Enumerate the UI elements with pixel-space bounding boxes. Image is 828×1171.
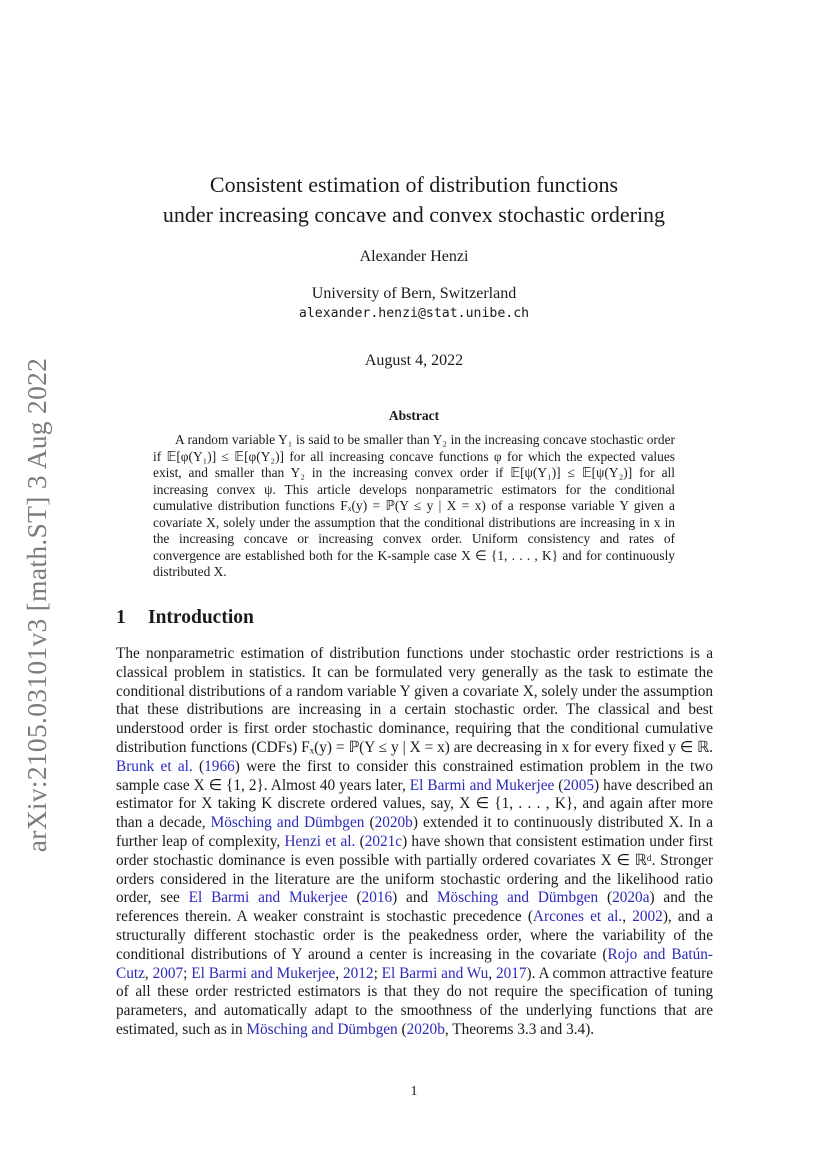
text-run: ) and bbox=[392, 889, 437, 907]
citation-link[interactable]: 2020b bbox=[406, 1020, 445, 1038]
text-run: ( bbox=[554, 776, 564, 794]
citation-link[interactable]: 2007 bbox=[152, 964, 184, 982]
section-number: 1 bbox=[116, 607, 126, 628]
citation-link[interactable]: 1966 bbox=[204, 757, 235, 775]
citation-link[interactable]: Rojo and Batún-Cutz bbox=[116, 945, 714, 982]
text-run: ( bbox=[347, 889, 362, 907]
citation-link[interactable]: El Barmi and Wu bbox=[381, 964, 489, 982]
section-heading bbox=[116, 607, 254, 629]
text-run: ( bbox=[192, 757, 205, 775]
citation-link[interactable]: Arcones et al. bbox=[532, 908, 623, 926]
text-run: , bbox=[335, 964, 343, 982]
text-run: ), and a structurally different stochastic order is the peakedness order, where the variability of the conditional distributions of Y around a center is increasing in the covariate ( bbox=[116, 908, 713, 963]
citation-link[interactable]: 2021c bbox=[364, 832, 403, 850]
text-run: ) have shown that consistent estimation under first order stochastic dominance is even possible with partially ordered covariates X ∈ ℝᵈ. Stronger orders considered in the literature are the uniform stochastic ordering and the likelihood ratio order, see bbox=[116, 832, 713, 907]
abstract-body bbox=[153, 432, 675, 581]
text-run: ) extended it to continuously distributed X. In a further leap of complexity, bbox=[116, 814, 713, 850]
text-run: , bbox=[488, 964, 496, 982]
abstract-text: A random variable Y₁ is said to be smaller than Y₂ in the increasing concave stochastic order if 𝔼[φ(Y₁)] ≤ 𝔼[φ(Y₂)] for all increasing concave functions φ for which the expected values exist, and smaller than Y₂ in the increasing convex order if 𝔼[ψ(Y₁)] ≤ 𝔼[ψ(Y₂)] for all increasing convex ψ. This article develops nonparametric estimators for the conditional cumulative distribution functions Fₓ(y) = ℙ(Y ≤ y | X = x) of a response variable Y given a covariate X, solely under the assumption that the conditional distributions are increasing in x in the increasing concave or increasing convex order. Uniform consistency and rates of convergence are established both for the K-sample case X ∈ {1, . . . , K} and for continuously distributed X. bbox=[153, 432, 675, 579]
citation-link[interactable]: 2017 bbox=[495, 964, 527, 982]
citation-link[interactable]: 2012 bbox=[342, 964, 374, 982]
section-title: Introduction bbox=[148, 607, 254, 628]
text-run: , bbox=[622, 908, 633, 926]
text-run: ( bbox=[355, 832, 365, 850]
citation-link[interactable]: Mösching and Dümbgen bbox=[246, 1020, 398, 1038]
citation-link[interactable]: 2005 bbox=[563, 776, 594, 794]
affiliation: University of Bern, Switzerland bbox=[311, 285, 517, 302]
text-run: The nonparametric estimation of distribution functions under stochastic order restrictions is a classical problem in statistics. It can be formulated very generally as the task to estimate the conditional distributions of a random variable Y given a covariate X, solely under the assumption that these distributions are increasing in a certain stochastic order. The classical and best understood order is first order stochastic dominance, requiring that the conditional cumulative distribution functions (CDFs) Fₓ(y) = ℙ(Y ≤ y | X = x) are decreasing in x for every fixed y ∈ ℝ. bbox=[116, 645, 713, 756]
text-run: , bbox=[144, 964, 153, 982]
text-run: , Theorems 3.3 and 3.4). bbox=[444, 1020, 595, 1038]
introduction-paragraph bbox=[116, 645, 713, 1040]
author-name: Alexander Henzi bbox=[359, 248, 469, 265]
text-run: ) have described an estimator for X taking K discrete ordered values, say, X ∈ {1, . . . , K}, and again after more than a decade, bbox=[116, 776, 713, 832]
citation-link[interactable]: Mösching and Dümbgen bbox=[436, 889, 599, 907]
citation-link[interactable]: El Barmi and Mukerjee bbox=[409, 776, 555, 794]
text-run: ( bbox=[364, 814, 375, 832]
citation-link[interactable]: Henzi et al. bbox=[284, 832, 356, 850]
affiliation-block bbox=[110, 284, 718, 324]
text-run: ). A common attractive feature of all these order restricted estimators is that they do not require the specification of tuning parameters, and automatically adapt to the smoothness of the underlying functions that are estimated, such as in bbox=[116, 964, 714, 1038]
text-run: ) and the references therein. A weaker constraint is stochastic precedence ( bbox=[116, 889, 713, 926]
paper-date: August 4, 2022 bbox=[364, 352, 464, 369]
text-run: ; bbox=[373, 964, 382, 982]
introduction-body bbox=[116, 645, 713, 1040]
citation-link[interactable]: El Barmi and Mukerjee bbox=[188, 889, 348, 907]
paper-title bbox=[110, 170, 718, 230]
title-line: Consistent estimation of distribution functions bbox=[209, 172, 619, 197]
arxiv-identifier: arXiv:2105.03101v3 [math.ST] 3 Aug 2022 bbox=[21, 357, 52, 853]
citation-link[interactable]: 2020a bbox=[612, 889, 650, 907]
citation-link[interactable]: Brunk et al. bbox=[116, 757, 193, 775]
citation-link[interactable]: 2016 bbox=[361, 889, 393, 907]
author-email: alexander.henzi@stat.unibe.ch bbox=[298, 306, 530, 321]
citation-link[interactable]: 2002 bbox=[632, 908, 663, 926]
text-run: ( bbox=[598, 889, 613, 907]
text-run: ; bbox=[183, 964, 192, 982]
citation-link[interactable]: Mösching and Dümbgen bbox=[210, 814, 365, 832]
citation-link[interactable]: El Barmi and Mukerjee bbox=[191, 964, 336, 982]
text-run: ) were the first to consider this constrained estimation problem in the two sample case X ∈ {1, 2}. Almost 40 years later, bbox=[116, 757, 713, 794]
title-line: under increasing concave and convex stochastic ordering bbox=[162, 202, 666, 227]
text-run: ( bbox=[397, 1020, 407, 1038]
page-number: 1 bbox=[410, 1084, 418, 1099]
abstract-heading: Abstract bbox=[388, 408, 440, 423]
citation-link[interactable]: 2020b bbox=[374, 814, 413, 832]
